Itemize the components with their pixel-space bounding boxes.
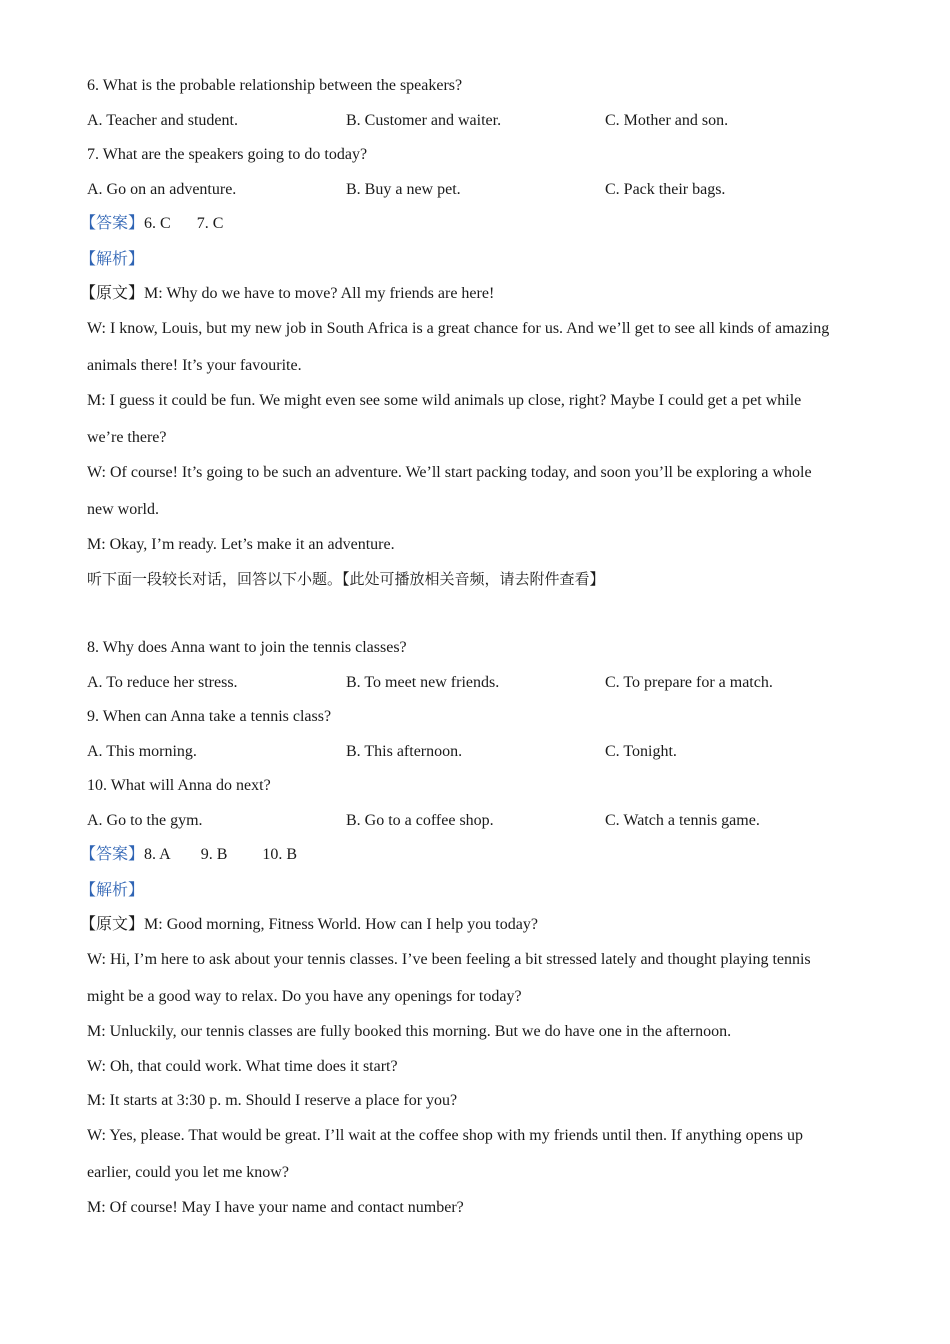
answer-line-1 [80,214,223,234]
transcript-line: we’re there? [87,429,167,446]
question-9-option-b: B. This afternoon. [346,743,463,760]
question-10-option-c: C. Watch a tennis game. [605,812,760,829]
transcript-line: M: I guess it could be fun. We might even see some wild animals up close, right? Maybe I could get a pet while [87,392,802,409]
question-6-option-b: B. Customer and waiter. [346,112,502,129]
question-6-option-c: C. Mother and son. [605,112,729,129]
answer-label: 【答案】 [80,215,145,232]
answer-10: 10. B [262,846,298,863]
transcript-line: W: Of course! It’s going to be such an adventure. We’ll start packing today, and soon you’ll be exploring a whole [87,464,812,481]
transcript-line: M: Of course! May I have your name and contact number? [87,1199,464,1216]
analysis-label: 【解析】 [80,882,145,899]
answer-8: 8. A [144,846,171,863]
transcript-line: W: I know, Louis, but my new job in South Africa is a great chance for us. And we’ll get to see all kinds of amazing [87,320,830,337]
transcript-line: M: Unluckily, our tennis classes are fully booked this morning. But we do have one in the afternoon. [87,1023,732,1040]
transcript-line: W: Hi, I’m here to ask about your tennis classes. I’ve been feeling a bit stressed lately and thought playing tennis [87,951,811,968]
question-9: 9. When can Anna take a tennis class? [87,708,332,725]
question-9-options [87,742,867,762]
question-10: 10. What will Anna do next? [87,777,271,794]
transcript-line: W: Oh, that could work. What time does it start? [87,1058,398,1075]
question-9-option-a: A. This morning. [87,743,197,760]
question-10-option-a: A. Go to the gym. [87,812,203,829]
question-9-option-c: C. Tonight. [605,743,677,760]
question-10-options [87,811,867,831]
transcript-label: 【原文】 [80,285,145,302]
question-6-option-a: A. Teacher and student. [87,112,238,129]
question-8: 8. Why does Anna want to join the tennis classes? [87,639,407,656]
transcript-line [80,915,538,935]
question-7: 7. What are the speakers going to do today? [87,146,368,163]
transcript-text: M: Good morning, Fitness World. How can I help you today? [144,916,538,933]
transcript-text: M: Why do we have to move? All my friends are here! [144,285,495,302]
question-8-option-a: A. To reduce her stress. [87,674,238,691]
transcript-label: 【原文】 [80,916,145,933]
listening-instruction: 听下面一段较长对话，回答以下小题。【此处可播放相关音频，请去附件查看】 [87,570,605,588]
question-7-option-c: C. Pack their bags. [605,181,726,198]
transcript-line: might be a good way to relax. Do you have any openings for today? [87,988,522,1005]
question-6: 6. What is the probable relationship between the speakers? [87,77,463,94]
question-8-option-c: C. To prepare for a match. [605,674,773,691]
question-6-options [87,111,867,131]
question-7-option-a: A. Go on an adventure. [87,181,237,198]
transcript-line: earlier, could you let me know? [87,1164,289,1181]
answer-label: 【答案】 [80,846,145,863]
question-7-option-b: B. Buy a new pet. [346,181,461,198]
transcript-line: animals there! It’s your favourite. [87,357,302,374]
answer-line-2 [80,845,297,865]
question-8-option-b: B. To meet new friends. [346,674,500,691]
question-10-option-b: B. Go to a coffee shop. [346,812,494,829]
transcript-line: M: It starts at 3:30 p. m. Should I reserve a place for you? [87,1092,458,1109]
answer-6: 6. C [144,215,171,232]
transcript-line: new world. [87,501,159,518]
question-8-options [87,673,867,693]
question-7-options [87,180,867,200]
transcript-line: W: Yes, please. That would be great. I’ll wait at the coffee shop with my friends until then. If anything opens up [87,1127,803,1144]
transcript-line [80,284,494,304]
answer-7: 7. C [196,215,224,232]
transcript-line: M: Okay, I’m ready. Let’s make it an adventure. [87,536,395,553]
answer-9: 9. B [200,846,228,863]
analysis-label: 【解析】 [80,251,145,268]
